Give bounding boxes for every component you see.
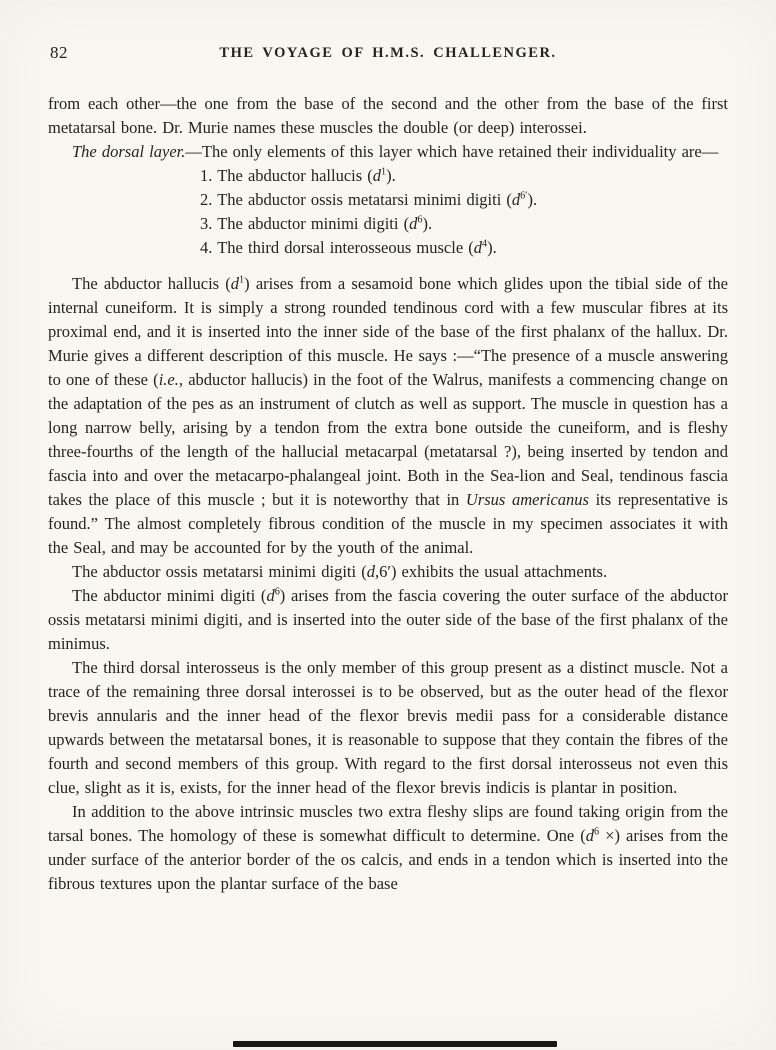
paragraph-abductor-ossis: The abductor ossis metatarsi minimi digiti (d,6′) exhibits the usual attachments. (72, 562, 608, 581)
page-number: 82 (50, 43, 68, 62)
muscle-list (200, 164, 728, 260)
list-item-abductor-hallucis: 1. The abductor hallucis $(d^1)$. (200, 166, 396, 185)
paragraph-extra-slips: In addition to the above intrinsic muscles two extra fleshy slips are found taking origin from the tarsal bones. The homology of these is somewhat difficult to determine. One ($d^6$ ×) arises from the under surface of the anterior border of the os calcis, and ends in a tendon which is inserted into the fibrous textures upon the plantar surface of the base (48, 802, 728, 893)
paragraph-continuation: from each other—the one from the base of the second and the other from the base of the first metatarsal bone. Dr. Murie names these muscles the double (or deep) interossei. (48, 94, 728, 137)
scan-artifact-bar (233, 1041, 557, 1047)
list-item-abductor-ossis-metatarsi: 2. The abductor ossis metatarsi minimi digiti $(d^{6'})$. (200, 190, 538, 209)
paragraph-third-dorsal: The third dorsal interosseus is the only member of this group present as a distinct muscle. Not a trace of the remaining three dorsal interossei is to be observed, but as the outer head of the flexor brevis annularis and the inner head of the flexor brevis medii pass for a considerable distance upwards between the metatarsal bones, it is reasonable to suppose that they contain the fibres of the fourth and second members of this group. With regard to the first dorsal interosseus not even this clue, slight as it is, exists, for the inner head of the flexor brevis indicis is plantar in position. (48, 658, 728, 797)
list-item-abductor-minimi-digiti: 3. The abductor minimi digiti $(d^6)$. (200, 214, 433, 233)
running-title: THE VOYAGE OF H.M.S. CHALLENGER. (219, 45, 557, 61)
paragraph-dorsal-layer: The dorsal layer.—The only elements of this layer which have retained their individuality are— (72, 142, 719, 161)
page-body (0, 92, 776, 896)
paragraph-abductor-hallucis: The abductor hallucis $(d^1)$ arises from a sesamoid bone which glides upon the tibial side of the internal cuneiform. It is simply a strong rounded tendinous cord with a few muscular fibres at its proximal end, and it is inserted into the inner side of the base of the first phalanx of the hallux. Dr. Murie gives a different description of this muscle. He says :—“The presence of a muscle answering to one of these (i.e., abductor hallucis) in the foot of the Walrus, manifests a commencing change on the adaptation of the pes as an instrument of clutch as well as support. The muscle in question has a long narrow belly, arising by a tendon from the extra bone outside the cuneiform, and is fleshy three-fourths of the length of the hallucial metacarpal (metatarsal ?), being inserted by tendon and fascia into and over the metacarpo-phalangeal joint. Both in the Sea-lion and Seal, tendinous fascia takes the place of this muscle ; but it is noteworthy that in Ursus americanus its representative is found.” The almost completely fibrous condition of the muscle in my specimen associates it with the Seal, and may be accounted for by the youth of the animal. (48, 274, 728, 557)
page-header (0, 0, 776, 92)
paragraph-abductor-minimi: The abductor minimi digiti $(d^6)$ arises from the fascia covering the outer surface of the abductor ossis metatarsi minimi digiti, and is inserted into the outer side of the base of the first phalanx of the minimus. (48, 586, 728, 653)
list-item-third-dorsal-interosseous: 4. The third dorsal interosseous muscle $(d^4)$. (200, 238, 497, 257)
